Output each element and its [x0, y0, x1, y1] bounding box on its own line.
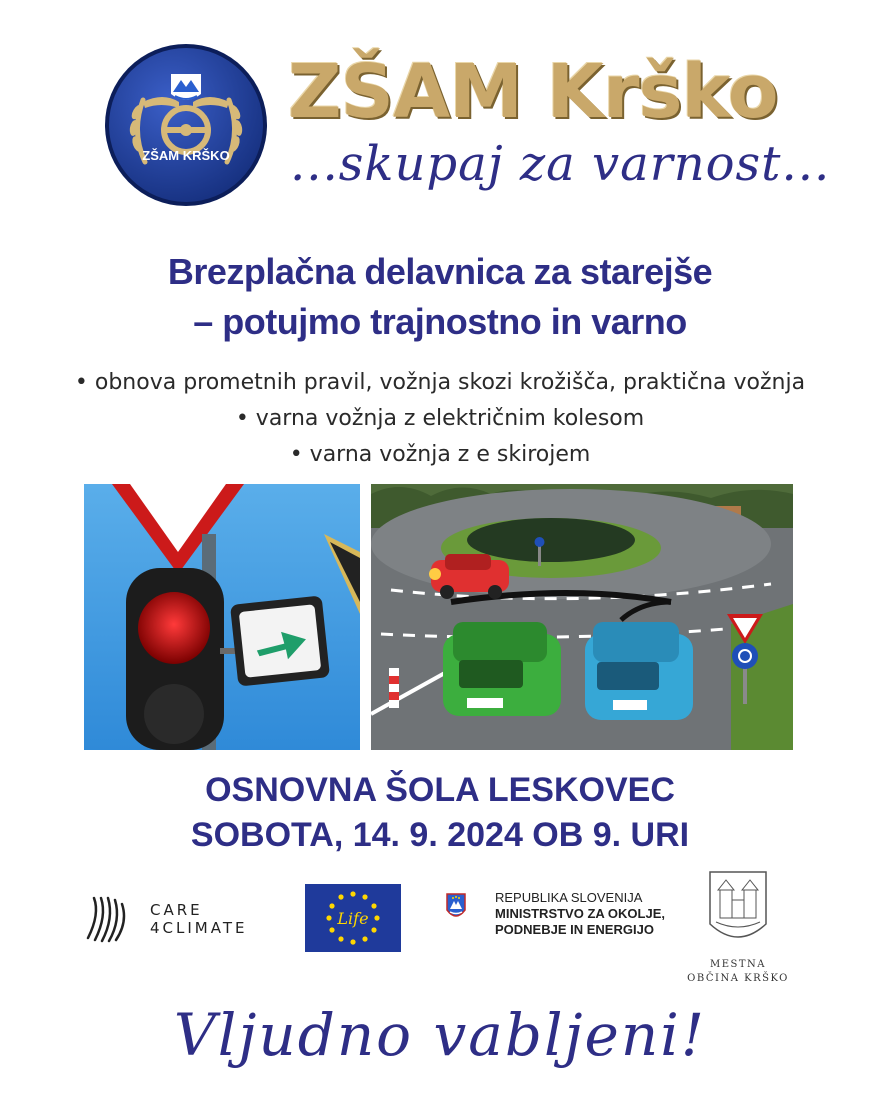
page-title: ZŠAM Krško: [288, 49, 778, 135]
ministry-line-1: REPUBLIKA SLOVENIJA: [495, 890, 643, 905]
care-text-line-2: 4CLIMATE: [150, 919, 248, 937]
krsko-line-2: OBČINA KRŠKO: [687, 973, 789, 984]
ministry-line-3: PODNEBJE IN ENERGIJO: [495, 922, 654, 937]
logo-label: ZŠAM KRŠKO: [142, 148, 230, 163]
slogan: ...skupaj za varnost...: [290, 136, 831, 192]
roundabout-photo: [371, 484, 793, 750]
zsam-emblem-logo: [103, 42, 269, 208]
closing-invitation: Vljudno vabljeni!: [173, 1001, 707, 1069]
bullet-item: • varna vožnja z e skirojem: [289, 442, 591, 467]
green-car: [443, 622, 561, 716]
traffic-light-icon: [126, 568, 224, 750]
bullet-item: • obnova prometnih pravil, vožnja skozi krožišča, praktična vožnja: [74, 370, 806, 395]
traffic-light-photo: [84, 484, 360, 750]
blue-car: [585, 622, 693, 720]
mestna-obcina-krsko-logo: [686, 868, 790, 992]
headline-line-2: – potujmo trajnostno in varno: [193, 301, 687, 342]
life-text: Life: [337, 909, 369, 928]
event-location: OSNOVNA ŠOLA LESKOVEC: [205, 771, 675, 809]
slovenian-coat-of-arms-icon: [445, 892, 467, 922]
headline-line-1: Brezplačna delavnica za starejše: [167, 251, 713, 292]
ministry-logo: [441, 890, 681, 950]
eu-life-logo: [305, 884, 401, 952]
care-text-line-1: CARE: [150, 901, 203, 919]
care4climate-logo: [82, 894, 267, 944]
event-datetime: SOBOTA, 14. 9. 2024 OB 9. URI: [190, 816, 690, 854]
bullet-item: • varna vožnja z električnim kolesom: [235, 406, 645, 431]
krsko-coat-of-arms-icon: [686, 868, 790, 950]
ministry-line-2: MINISTRSTVO ZA OKOLJE,: [495, 906, 665, 921]
krsko-line-1: MESTNA: [709, 959, 767, 970]
care4climate-wave-icon: [82, 894, 132, 944]
